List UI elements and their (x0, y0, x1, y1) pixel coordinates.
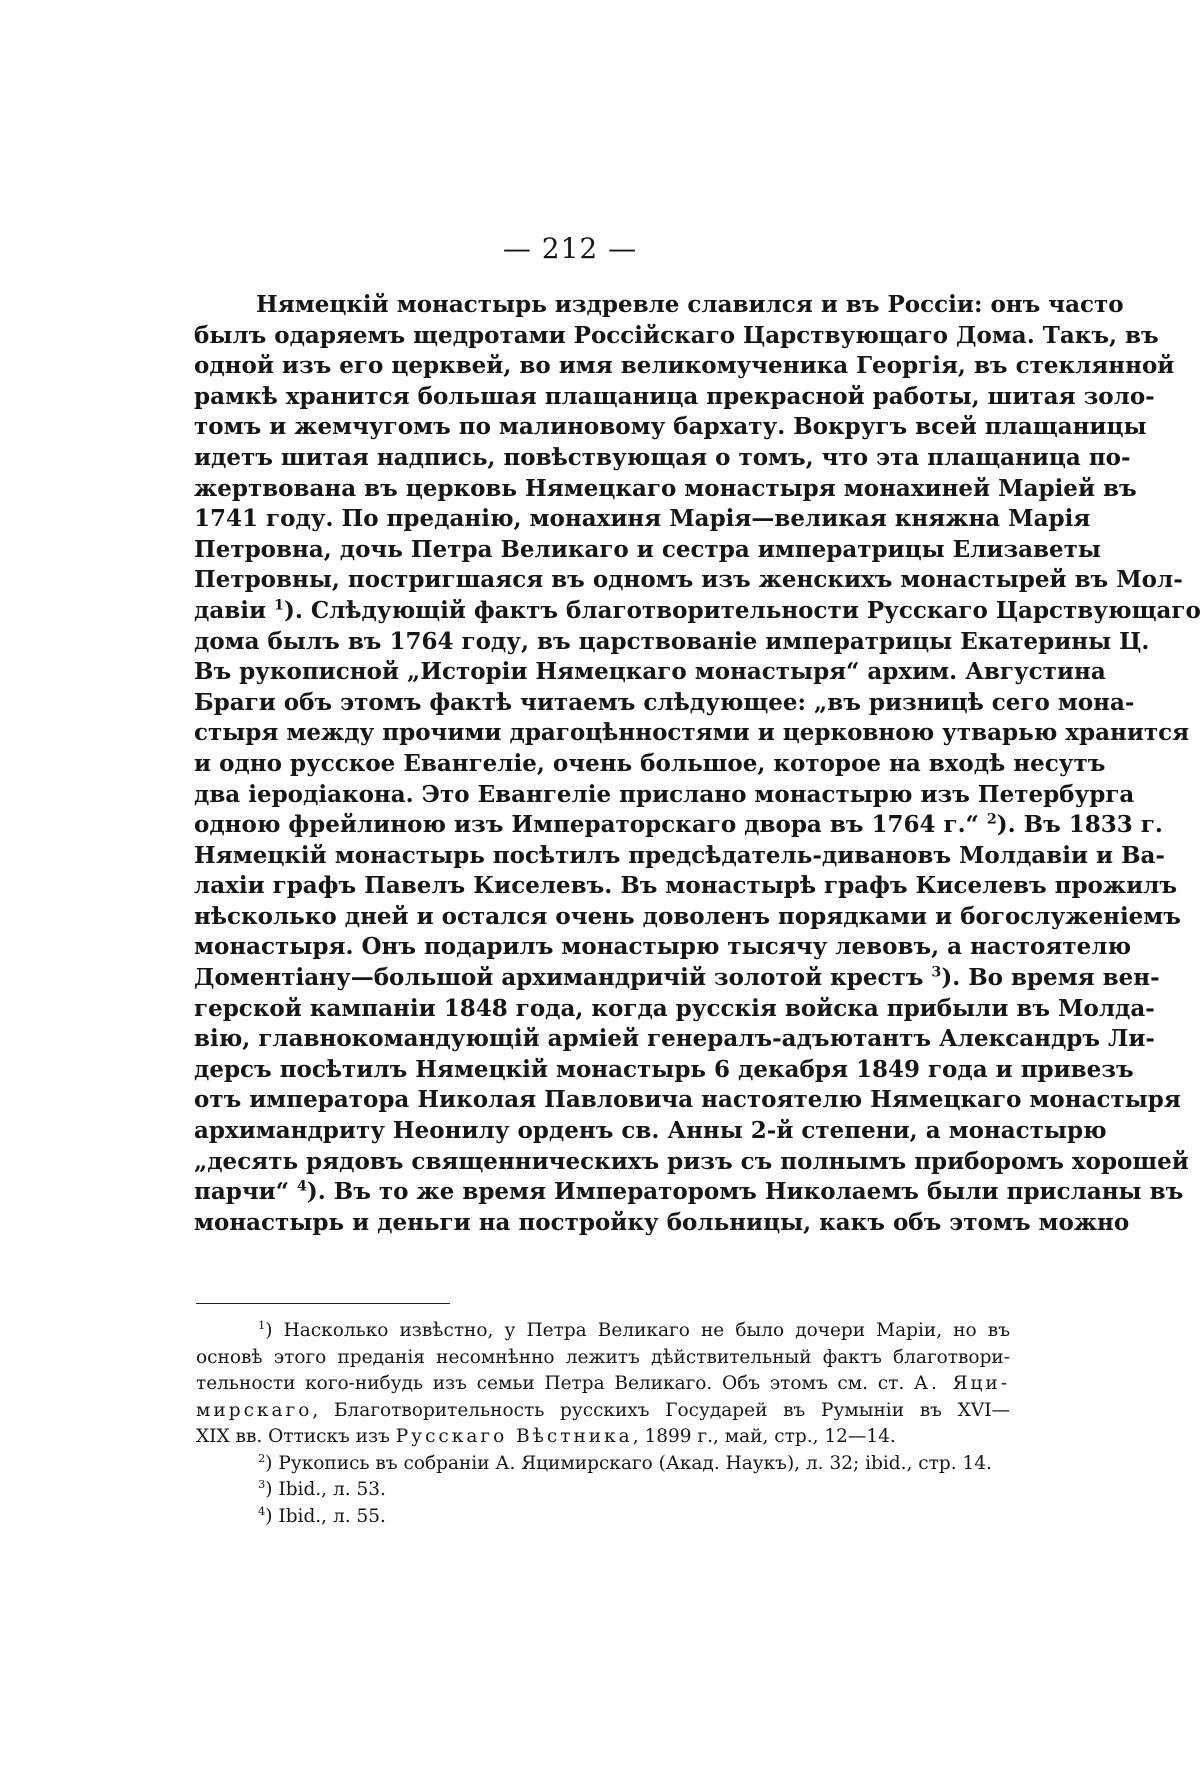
text-line: рамкѣ хранится большая плащаница прекрасной работы, шитая золо- (194, 382, 1155, 410)
text-line: два іеродіакона. Это Евангеліе прислано монастырю изъ Петербурга (194, 780, 1135, 808)
text-line (194, 596, 1201, 627)
footnote-ref-3: 3 (931, 964, 942, 981)
footnote-divider (196, 1303, 450, 1304)
text-line: 1741 году. По преданію, монахиня Марія—великая княжна Марія (194, 505, 1091, 533)
text-line: архимандриту Неонилу орденъ св. Анны 2-й степени, а монастырю (194, 1117, 1107, 1145)
text-line: нѣсколько дней и остался очень доволенъ порядками и богослуженіемъ (194, 902, 1181, 930)
footnote-1-line (196, 1318, 1010, 1345)
footnote-4 (196, 1504, 1010, 1531)
footnote-ref-4: 4 (296, 1178, 307, 1195)
text-line: Нямецкій монастырь издревле славился и въ Россіи: онъ часто (256, 291, 1124, 318)
footnote-1-line (196, 1371, 1010, 1398)
text-line: герской кампаніи 1848 года, когда русскія войска прибыли въ Молда- (194, 994, 1155, 1022)
footnote-ref-1: 1 (274, 597, 284, 614)
text-line: Петровны, постригшаяся въ одномъ изъ женскихъ монастырей въ Мол- (194, 566, 1183, 594)
text-line: стыря между прочими драгоцѣнностями и церковною утварью хранится (194, 719, 1190, 747)
footnote-2 (196, 1451, 1010, 1478)
main-text (194, 290, 1201, 1238)
text-fragment: ). Въ 1833 г. (996, 811, 1163, 839)
text-line (194, 810, 1163, 841)
text-fragment: Доментіану—большой архимандричій золотой крестъ (194, 964, 924, 992)
footnote-text: ) Ibid., л. 53. (265, 1479, 386, 1500)
footnote-1-line (196, 1398, 1010, 1425)
text-fragment: давіи (194, 596, 267, 624)
text-line: идетъ шитая надпись, повѣствующая о томъ, что эта плащаница по- (194, 443, 1131, 471)
text-fragment: ). Слѣдующій фактъ благотворительности Русскаго Царствующаго (283, 596, 1201, 624)
text-line: томъ и жемчугомъ по малиновому бархату. Вокругъ всей плащаницы (194, 413, 1147, 441)
text-fragment: одною фрейлиною изъ Императорскаго двора въ 1764 г.“ (194, 811, 979, 839)
footnotes (196, 1318, 1010, 1530)
text-line: монастырь и деньги на постройку больницы, какъ объ этомъ можно (194, 1208, 1130, 1236)
text-line: Въ рукописной „Исторіи Нямецкаго монастыря“ архим. Августина (194, 658, 1106, 686)
text-line: жертвована въ церковь Нямецкаго монастыря монахиней Маріей въ (194, 474, 1137, 502)
footnote-text: XIX вв. Оттискъ изъ (196, 1426, 396, 1447)
text-line (194, 963, 1160, 994)
text-line: отъ императора Николая Павловича настоятелю Нямецкаго монастыря (194, 1086, 1181, 1114)
text-line (194, 1177, 1184, 1208)
footnote-3 (196, 1477, 1010, 1504)
text-line: одной изъ его церквей, во имя великомученика Георгія, въ стеклянной (194, 352, 1175, 380)
footnote-marker: 4 (258, 1503, 266, 1518)
text-line: лахіи графъ Павелъ Киселевъ. Въ монастырѣ графъ Киселевъ прожилъ (194, 872, 1178, 900)
footnote-text: , Благотворительность русскихъ Государей въ Румыніи въ XVI— (312, 1399, 1010, 1421)
footnote-1-line (196, 1424, 1010, 1451)
page-number: — 212 — (502, 232, 638, 265)
text-fragment: ). Во время вен- (941, 964, 1160, 992)
footnote-text: , 1899 г., май, стр., 12—14. (632, 1426, 896, 1447)
footnote-marker: 3 (258, 1476, 266, 1491)
text-line: и одно русское Евангеліе, очень большое, которое на входѣ несутъ (194, 749, 1106, 777)
footnote-1-line: основѣ этого преданія несомнѣнно лежитъ дѣйствительный фактъ благотвори- (196, 1346, 1010, 1368)
text-line: былъ одаряемъ щедротами Россійскаго Царствующаго Дома. Такъ, въ (194, 321, 1159, 349)
footnote-marker: 2 (258, 1450, 266, 1465)
footnote-text: тельности кого-нибудь изъ семьи Петра Великаго. Объ этомъ см. ст. (196, 1373, 914, 1394)
text-line: дома былъ въ 1764 году, въ царствованіе императрицы Екатерины Ц. (194, 627, 1150, 655)
footnote-text: ) Ibid., л. 55. (265, 1505, 386, 1527)
footnote-author: мирскаго (196, 1399, 313, 1421)
text-fragment: ). Въ то же время Императоромъ Николаемъ были присланы въ (306, 1178, 1184, 1206)
footnote-author: А. Яци- (913, 1373, 1010, 1394)
text-line: дерсъ посѣтилъ Нямецкій монастырь 6 декабря 1849 года и привезъ (194, 1055, 1134, 1083)
footnote-text: ) Насколько извѣстно, у Петра Великаго не было дочери Маріи, но въ (265, 1320, 1010, 1341)
text-fragment: парчи“ (194, 1178, 289, 1206)
text-line: Нямецкій монастырь посѣтилъ предсѣдатель-дивановъ Молдавіи и Ва- (194, 841, 1165, 869)
text-line: „десять рядовъ священническихъ ризъ съ полнымъ приборомъ хорошей (194, 1147, 1189, 1175)
footnote-journal: Русскаго Вѣстника (395, 1426, 633, 1447)
text-line: Петровна, дочь Петра Великаго и сестра императрицы Елизаветы (194, 535, 1101, 563)
footnote-text: ) Рукопись въ собраніи А. Яцимирскаго (Акад. Наукъ), л. 32; ibid., стр. 14. (265, 1452, 992, 1474)
footnote-marker: 1 (258, 1317, 266, 1332)
text-line: монастыря. Онъ подарилъ монастырю тысячу левовъ, а настоятелю (194, 933, 1132, 961)
footnote-ref-2: 2 (986, 811, 997, 828)
text-line: Браги объ этомъ фактѣ читаемъ слѣдующее: „въ ризницѣ сего мона- (194, 688, 1135, 716)
text-line: вію, главнокомандующій арміей генералъ-адъютантъ Александръ Ли- (194, 1025, 1155, 1053)
